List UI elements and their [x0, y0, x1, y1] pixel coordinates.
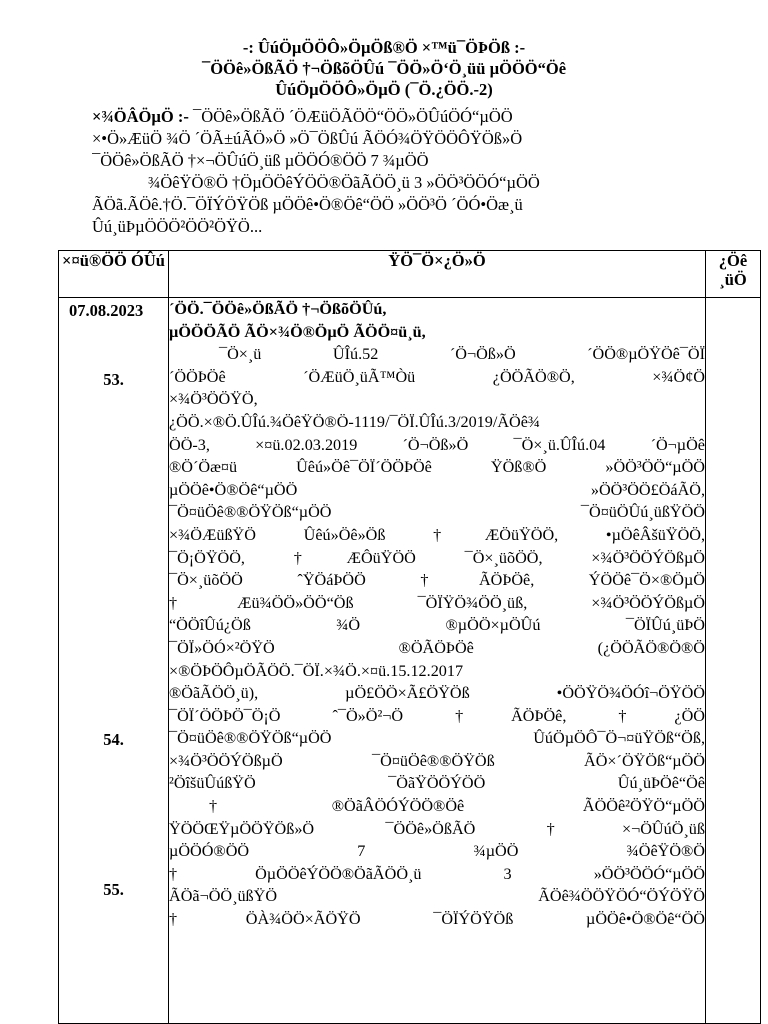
office-title-line-1: -: ÛúÖµÖÖÔ»ÖµÖß®Ö ×™ü¯ÖÞÖß :-: [242, 38, 526, 57]
body-line: ¯Ö×¸üõÖÖ ˆŸÖáÞÖÖ †ÃÖÞÖê, ÝÖÖê¯Ö×®ÖµÖ: [169, 571, 705, 590]
register-table: [58, 250, 761, 1024]
details-cell: [169, 298, 706, 1024]
body-line: ¯ÖÏ»ÖÓ×²ÖŸÖ ®ÖÃÖÞÖê (¿ÖÖÃÖ®Ö®Ö: [169, 638, 705, 657]
subject-line: ÃÖã.ÃÖê.†Ö.¯ÖÏÝÖŸÖß µÖÖê•Ö®Öê“ÖÖ »ÖÖ³Ö ´ÖÓ•Öæ¸ü: [92, 195, 523, 214]
subject-line: ¯ÖÖê»ÖßÃÖ †×¬ÖÛúÖ¸üß µÖÖÓ®ÖÖ 7 ¾µÖÖ: [92, 151, 429, 170]
subject-line: ¾ÖêŸÖ®Ö †ÖµÖÖêÝÖÖ®ÖãÃÖÖ¸ü 3 »ÖÖ³ÖÖÓ“µÖÖ: [148, 173, 540, 192]
body-line: ¯Ö¤üÖê®®ÖŸÖß“µÖÖ ÛúÖµÖÔ¯Ö¬¤üŸÖß“Öß,: [169, 729, 705, 748]
table-header-row: [59, 251, 761, 298]
addressee-line: ´ÖÖ.¯ÖÖê»ÖßÃÖ †¬ÖßõÖÛú,: [169, 300, 387, 318]
body-line: †ÖµÖÖêÝÖÖ®ÖãÃÖÖ¸ü 3 »ÖÖ³ÖÖÓ“µÖÖ: [169, 864, 705, 883]
body-line: ¯Ö¡ÖŸÖÖ, †ÆÔüŸÖÖ ¯Ö×¸üõÖÖ, ×¾Ö³ÖÖÝÖßµÖ: [169, 548, 705, 567]
subject-line: Ûú¸üÞµÖÖÖ²ÖÖ²ÖŸÖ...: [92, 217, 263, 236]
subject-line: ¯ÖÖê»ÖßÃÖ ´ÖÆüÖÃÖÖ“ÖÖ»ÖÛúÖÓ“µÖÖ: [192, 107, 513, 126]
body-line: ÖÖ-3, ×¤ü.02.03.2019 ´Ö¬Öß»Ö ¯Ö×¸ü.ÛÎú.04 ´Ö¬µÖê: [169, 435, 705, 454]
header-details-cell: ŸÖ¯Ö×¿Ö»Ö: [169, 251, 706, 298]
body-line: ×¾Ö³ÖÖÝÖßµÖ ¯Ö¤üÖê®®ÖŸÖß ÃÖ×´ÖŸÖß“µÖÖ: [169, 751, 705, 770]
body-line: †®ÖãÂÖÓÝÖÖ®Öê ÃÖÖê²ÖŸÖ“µÖÖ: [209, 797, 705, 816]
body-line: ¯ÖÏ´ÖÖÞÖ¯Ö¡Ö ˆ¯Ö»Ö²¬Ö †ÃÖÞÖê, †¿ÖÖ: [169, 706, 705, 725]
body-line: †Æü¾ÖÖ»ÖÖ“Öß ¯ÖÏŸÖ¾ÖÖ¸üß, ×¾Ö³ÖÖÝÖßµÖ: [169, 593, 705, 612]
body-line: “ÖÖîÛú¿Öß ¾Ö ®µÖÖ×µÖÛú ¯ÖÏÛú¸üÞÖ: [169, 616, 705, 635]
body-line: ŸÖÖŒŸµÖÖŸÖß»Ö ¯ÖÖê»ÖßÃÖ †×¬ÖÛúÖ¸üß: [169, 819, 705, 838]
body-line: ®ÖãÃÖÖ¸ü), µÖ£ÖÖ×Ã£ÖŸÖß •ÖÖŸÖ¾ÖÓî¬ÖŸÖÖ: [169, 684, 705, 703]
body-line: ×®ÖÞÖÔµÖÃÖÖ.¯ÖÏ.×¾Ö.×¤ü.15.12.2017: [169, 661, 464, 680]
table-row: [59, 298, 761, 1024]
body-line: ÃÖã¬ÖÖ¸üßŸÖ ÃÖê¾ÖÖŸÖÓ“ÖÝÖŸÖ: [169, 887, 705, 906]
body-line: µÖÖÓ®ÖÖ 7 ¾µÖÖ ¾ÖêŸÖ®Ö: [169, 842, 705, 861]
body-line: ²ÖîšüÛúßŸÖ ¯ÖãŸÖÖÝÖÖ Ûú¸üÞÖê“Öê: [169, 774, 705, 793]
body-line: ´ÖÖÞÖê ´ÖÆüÖ¸üÃ™Òü ¿ÖÖÃÖ®Ö, ×¾Ö¢Ö: [169, 367, 705, 386]
row-number: 54.: [103, 730, 124, 749]
date-cell: [59, 298, 169, 1024]
body-line: †ÖÀ¾ÖÖ×ÃÖŸÖ ¯ÖÏÝÖŸÖß µÖÖê•Ö®Öê“ÖÖ: [169, 910, 705, 929]
body-line: ×¾ÖÆüßŸÖ Ûêú»Öê»Öß †ÆÖüŸÖÖ, •µÖêÂšüŸÖÖ,: [169, 525, 705, 544]
row-number: 53.: [103, 370, 124, 389]
header-remarks-cell: ¿Öê ¸üÖ: [706, 251, 761, 298]
body-line: ×¾Ö³ÖÖŸÖ,: [169, 390, 258, 409]
body-line: ¿ÖÖ.×®Ö.ÛÎú.¾ÖêŸÖ®Ö-1119/¯ÖÏ.ÛÎú.3/2019/ÃÖê¾: [169, 412, 541, 431]
row-number: 55.: [103, 880, 124, 899]
subject-line: ×•Ö»ÆüÖ ¾Ö ´ÖÃ±úÃÖ»Ö »Ö¯ÖßÛú ÃÖÓ¾ÖŸÖÖÔŸÖß»Ö: [92, 129, 523, 148]
office-title-line-2: ¯ÖÖê»ÖßÃÖ †¬ÖßõÖÛú ¯ÖÖ»Ö‘Ö¸üü µÖÖÖ“Öê: [201, 59, 567, 78]
body-line: ¯Ö¤üÖê®®ÖŸÖß“µÖÖ ¯Ö¤üÖÛú¸üßŸÖÖ: [169, 503, 705, 522]
office-title-line-3: ÛúÖµÖÖÔ»ÖµÖ (¯Ö.¿ÖÖ.-2): [275, 80, 493, 99]
entry-date: 07.08.2023: [69, 301, 144, 320]
body-line: ¯Ö×¸ü ÛÎú.52 ´Ö¬Öß»Ö ´ÖÖ®µÖŸÖê¯ÖÏ: [219, 345, 705, 364]
body-line: µÖÖê•Ö®Öê“µÖÖ »ÖÖ³ÖÖ£ÖáÃÖ,: [169, 480, 705, 499]
body-line: ®Ö´Öæ¤ü Ûêú»Öê¯ÖÏ´ÖÖÞÖê ŸÖß®Ö »ÖÖ³ÖÖ“µÖÖ: [169, 458, 705, 477]
header-date-cell: ×¤ü®ÖÖ ÓÛú: [59, 251, 169, 298]
subject-block: [92, 106, 697, 238]
addressee-line: µÖÖÖÃÖ ÃÖ×¾Ö®ÖµÖ ÃÖÖ¤ü¸ü,: [169, 322, 426, 341]
subject-label: ×¾ÖÂÖµÖ :-: [92, 107, 189, 126]
remarks-cell: [706, 298, 761, 1024]
